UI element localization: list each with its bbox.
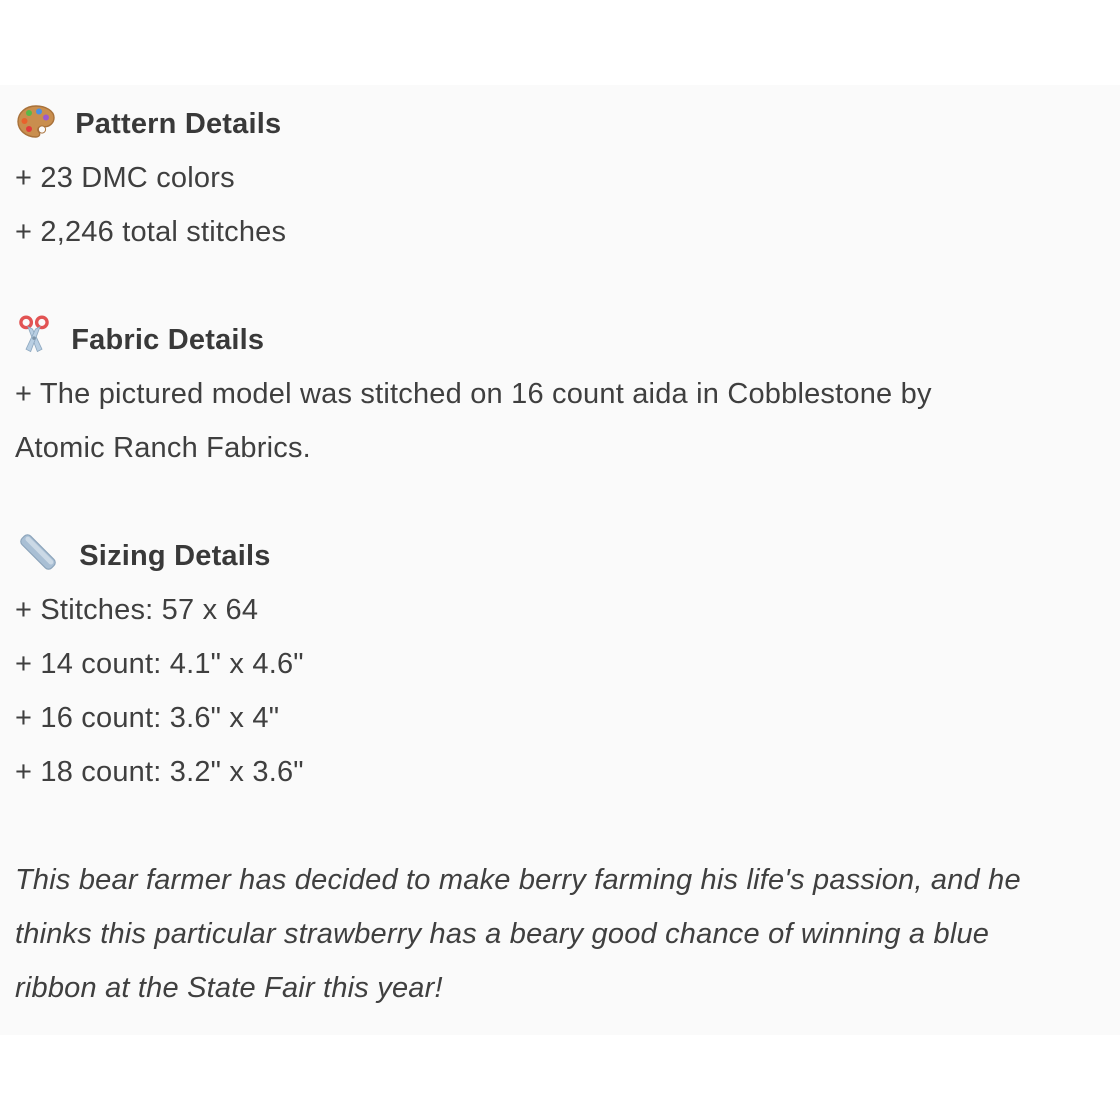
section-heading-fabric [15, 313, 1105, 367]
section-heading-pattern [15, 97, 1105, 151]
section-title: Sizing Details [79, 540, 271, 572]
scissors-icon [15, 314, 53, 358]
section-title: Pattern Details [75, 108, 282, 140]
story-line: ribbon at the State Fair this year! [15, 972, 443, 1004]
story-line: thinks this particular strawberry has a beary good chance of winning a blue [15, 918, 990, 950]
straight-ruler-icon [15, 530, 61, 574]
section-heading-sizing [15, 529, 1105, 583]
detail-line: + Stitches: 57 x 64 [15, 594, 259, 626]
detail-line: Atomic Ranch Fabrics. [15, 432, 311, 464]
pattern-story-paragraph [15, 853, 1105, 1015]
detail-line: + 14 count: 4.1" x 4.6" [15, 648, 304, 680]
detail-line: + 16 count: 3.6" x 4" [15, 702, 280, 734]
sizing-details-section [15, 529, 1105, 799]
detail-line: + 2,246 total stitches [15, 216, 287, 248]
detail-line: + 23 DMC colors [15, 162, 235, 194]
fabric-details-section [15, 313, 1105, 475]
story-line: This bear farmer has decided to make berry farming his life's passion, and he [15, 864, 1021, 896]
pattern-details-section [15, 97, 1105, 259]
detail-line: + The pictured model was stitched on 16 count aida in Cobblestone by [15, 378, 932, 410]
detail-line: + 18 count: 3.2" x 3.6" [15, 756, 304, 788]
artist-palette-icon [15, 102, 57, 142]
section-title: Fabric Details [71, 324, 265, 356]
product-description-section [0, 85, 1120, 1035]
